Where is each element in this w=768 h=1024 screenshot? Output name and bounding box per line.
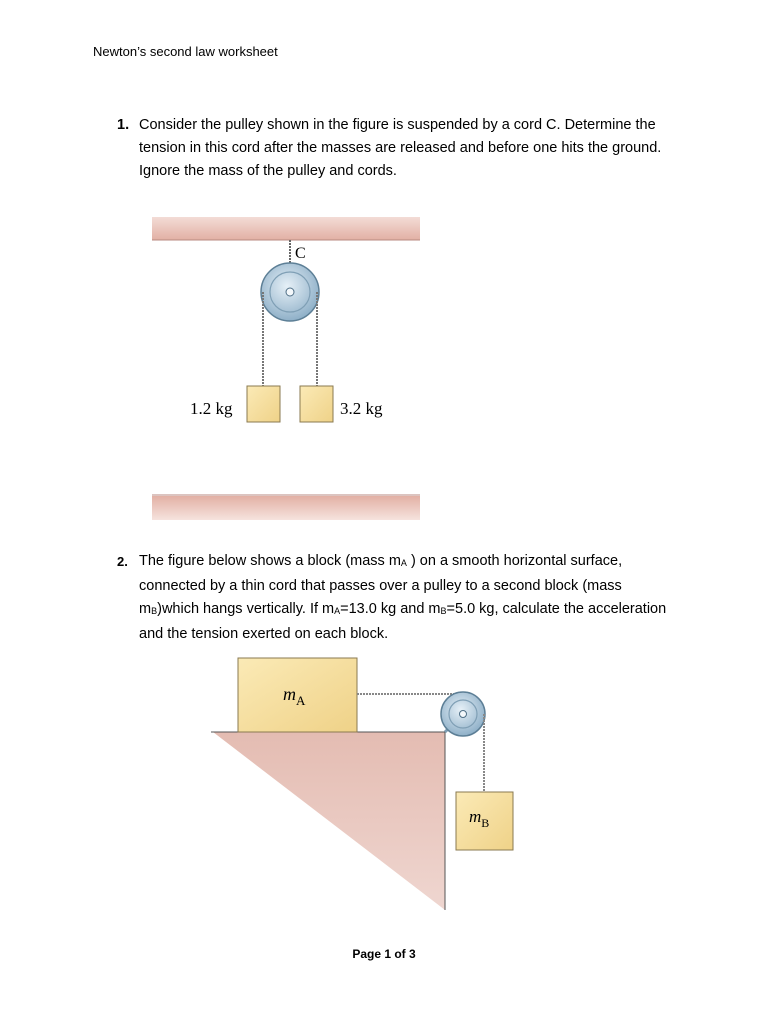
mass-right-label: 3.2 kg — [340, 399, 383, 418]
mass-right-block — [300, 386, 333, 422]
cord-c-label: C — [295, 245, 306, 262]
block-b-label: $m_B$ — [469, 807, 490, 830]
question-2 — [117, 550, 677, 646]
page-footer: Page 1 of 3 — [352, 947, 416, 961]
support-wedge — [213, 732, 445, 910]
worksheet-header: Newton’s second law worksheet — [93, 44, 278, 59]
ceiling — [152, 217, 420, 240]
pulley-figure-2 — [205, 652, 525, 914]
question-number: 1. — [117, 117, 130, 133]
mass-left-label: 1.2 kg — [190, 399, 233, 418]
floor — [152, 496, 420, 520]
pulley-figure-1 — [150, 212, 422, 522]
block-a-label: $m_A$ — [283, 684, 306, 708]
question-1 — [117, 114, 677, 183]
question-text: Consider the pulley shown in the figure is suspended by a cord C. Determine the tension in this cord after the masses are released and before one hits the ground. Ignore the mass of the pulley and cords. — [139, 117, 662, 179]
question-text: The figure below shows a block (mass $m_A$ ) on a smooth horizontal surface, connected by a thin cord that passes over a pulley to a second block (mass $m_B)which$ hangs vertically. If $m_A=13.0$ kg and $m_B=5.0$ kg, calculate the acceleration and the tension exerted on each block. — [139, 553, 667, 642]
mass-left-block — [247, 386, 280, 422]
question-number: 2. — [117, 554, 128, 569]
